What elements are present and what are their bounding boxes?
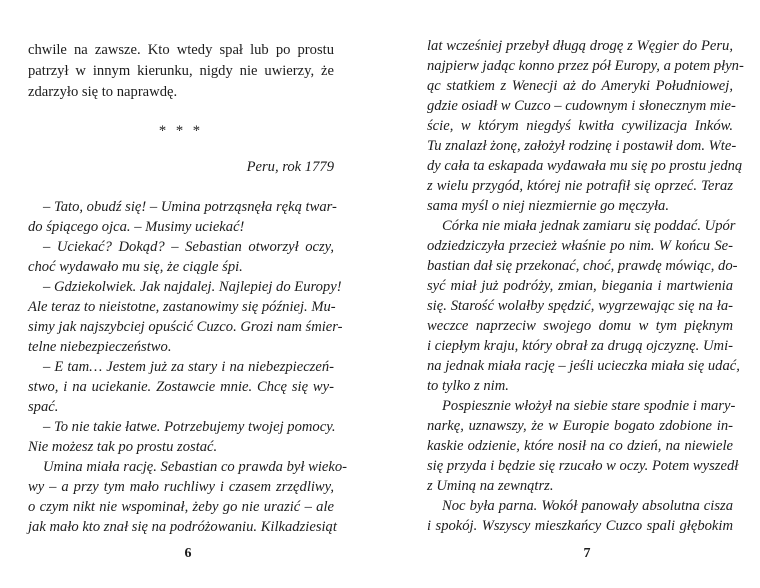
text-line: o czym nikt nie wspominał, żeby go nie urazić – ale xyxy=(28,499,334,515)
text-line: Umina miała rację. Sebastian co prawda był wieko- xyxy=(43,459,347,475)
text-line: jak mało kto znał się na podróżowaniu. Kilkadziesiąt xyxy=(28,519,337,535)
text-line: gdzie osiadł w Cuzco – cudownym i słonecznym mie- xyxy=(427,98,736,114)
text-line: zdarzyło się to naprawdę. xyxy=(28,84,178,100)
text-line: lat wcześniej przebył długą drogę z Węgier do Peru, xyxy=(427,38,733,54)
text-line: wy – a przy tym mało ruchliwy i czasem zrzędliwy, xyxy=(28,479,334,495)
text-line: spać. xyxy=(28,399,59,415)
text-line: Noc była parna. Wokół panowały absolutna cisza xyxy=(442,498,733,514)
left-page xyxy=(28,0,347,588)
text-line: do śpiącego ojca. – Musimy uciekać! xyxy=(28,219,245,235)
place-date-heading: Peru, rok 1779 xyxy=(246,159,334,175)
text-line: kaskie odzienie, które nosił na co dzień, na niewiele xyxy=(427,438,733,454)
text-line: – Tato, obudź się! – Umina potrząsnęła ręką twar- xyxy=(43,199,337,215)
text-line: narkę, uznawszy, że w Europie bogato zdobione in- xyxy=(427,418,733,434)
text-line: dy cała ta eskapada wydawała mu się po prostu jedną xyxy=(427,158,743,174)
text-line: Ale teraz to nieistotne, zastanowimy się później. Mu- xyxy=(28,299,336,315)
text-line: choć wydawało mu się, że ciągle śpi. xyxy=(28,259,243,275)
text-line: bastian dał się przekonać, choć, prawdę mówiąc, do- xyxy=(427,258,738,274)
text-line: – E tam… Jestem już za stary i na niebezpieczeń- xyxy=(43,359,334,375)
text-line: chwile na zawsze. Kto wtedy spał lub po prostu xyxy=(28,42,334,58)
text-line: stwo, i na uciekanie. Zostawcie mnie. Chcę się wy- xyxy=(28,379,334,395)
text-line: Córka nie miała jednak zamiaru się poddać. Upór xyxy=(442,218,736,234)
text-line: – To nie takie łatwe. Potrzebujemy twojej pomocy. xyxy=(43,419,336,435)
section-separator: * * * xyxy=(158,123,204,139)
text-line: weczce naprzeciw swojego domu w tym pięknym xyxy=(427,318,733,334)
text-line: to tylko z nim. xyxy=(427,378,509,394)
text-line: i ciepłym kraju, który obrał za drugą ojczyznę. Umi- xyxy=(427,338,733,354)
text-line: z wielu przygód, której nie potrafił się oprzeć. Teraz xyxy=(427,178,733,194)
text-line: patrzył w innym kierunku, nigdy nie uwierzy, że xyxy=(28,63,334,79)
text-line: simy jak najszybciej opuścić Cuzco. Grozi nam śmier- xyxy=(28,319,343,335)
right-page xyxy=(427,0,744,588)
text-line: Nie możesz tak po prostu zostać. xyxy=(28,439,218,455)
text-line: i spokój. Wszyscy mieszkańcy Cuzco spali głębokim xyxy=(427,518,733,534)
text-line: się. Starość wolałby spędzić, wygrzewając się na ła- xyxy=(427,298,733,314)
text-line: na jednak miała rację – jeśli ucieczka miała się udać, xyxy=(427,358,740,374)
text-line: odziedziczyła przecież właśnie po nim. W końcu Se- xyxy=(427,238,733,254)
text-line: syć miał już podróży, zmian, biegania i martwienia xyxy=(427,278,733,294)
text-line: sama myśl o niej niezmiernie go męczyła. xyxy=(427,198,669,214)
page-number: 6 xyxy=(184,546,192,561)
text-line: Pospiesznie włożył na siebie stare spodnie i mary- xyxy=(442,398,736,414)
text-line: – Gdziekolwiek. Jak najdalej. Najlepiej do Europy! xyxy=(43,279,342,295)
text-line: telne niebezpieczeństwo. xyxy=(28,339,172,355)
text-line: najpierw jadąc konno przez pół Europy, a potem płyn- xyxy=(427,58,744,74)
text-line: ąc statkiem z Wenecji aż do Ameryki Południowej, xyxy=(427,78,733,94)
text-line: z Uminą na zewnątrz. xyxy=(427,478,554,494)
text-line: – Uciekać? Dokąd? – Sebastian otworzył oczy, xyxy=(43,239,334,255)
text-line: Tu znalazł żonę, założył rodzinę i postawił dom. Wte- xyxy=(427,138,737,154)
page-number: 7 xyxy=(583,546,591,561)
text-line: się przyda i będzie się rzucało w oczy. Potem wyszedł xyxy=(427,458,739,474)
text-line: ście, w którym niegdyś kwitła cywilizacja Inków. xyxy=(427,118,733,134)
